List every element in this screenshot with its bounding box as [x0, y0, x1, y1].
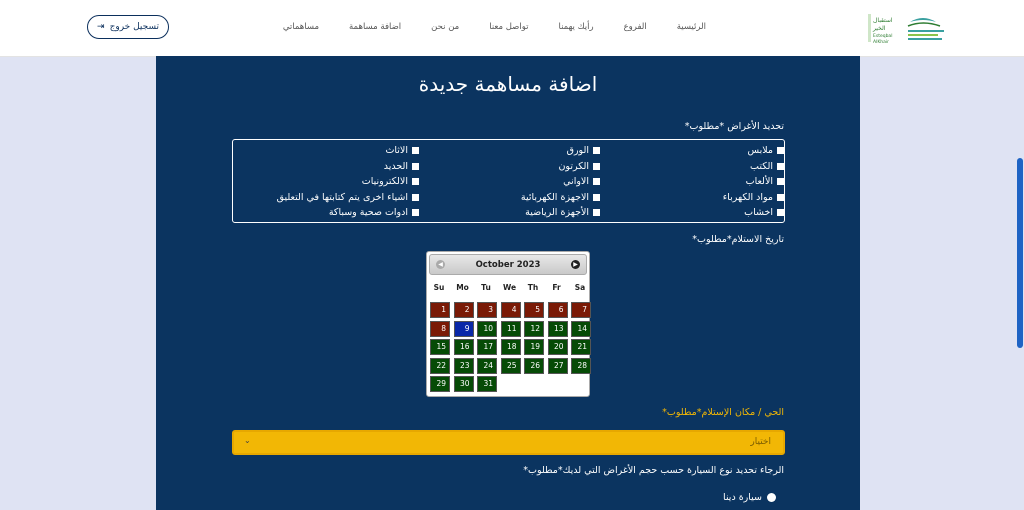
nav-about[interactable]: من نحن	[431, 22, 460, 32]
nav-home[interactable]: الرئيسية	[676, 22, 706, 32]
sign-out-icon: ⇥	[97, 22, 105, 32]
purpose-checkbox[interactable]	[525, 207, 600, 218]
page-title: اضافة مساهمة جديدة	[418, 72, 598, 96]
purpose-checkbox[interactable]	[362, 176, 419, 187]
logo-icon[interactable]	[868, 12, 948, 44]
purpose-checkbox[interactable]	[329, 207, 419, 218]
purpose-checkbox[interactable]	[558, 161, 600, 172]
checkbox-icon[interactable]	[777, 178, 784, 185]
calendar-day[interactable]: 31	[477, 376, 497, 392]
purpose-checkbox[interactable]	[277, 192, 419, 203]
logout-button[interactable]	[87, 15, 169, 39]
purpose-checkbox[interactable]	[747, 145, 784, 156]
calendar-day[interactable]: 10	[477, 321, 497, 337]
calendar-day[interactable]: 6	[548, 302, 568, 318]
date-label: تاريخ الاستلام*مطلوب*	[692, 234, 784, 245]
nav-add-contribution[interactable]: اضافة مساهمة	[349, 22, 402, 32]
calendar-day[interactable]: 5	[524, 302, 544, 318]
calendar-day[interactable]: 13	[548, 321, 568, 337]
purpose-label: ادوات صحية وسباكة	[328, 207, 408, 218]
calendar-day[interactable]: 7	[571, 302, 591, 318]
checkbox-icon[interactable]	[412, 178, 419, 185]
vehicle-option-dyna[interactable]	[723, 492, 776, 503]
vehicle-option-label: سيارة دينا	[723, 492, 762, 503]
calendar-day[interactable]: 17	[477, 339, 497, 355]
nav-contact[interactable]: تواصل معنا	[489, 22, 529, 32]
purpose-label: اخشاب	[744, 207, 773, 218]
purpose-checkbox[interactable]	[567, 145, 600, 156]
radio-icon[interactable]	[767, 493, 776, 502]
checkbox-icon[interactable]	[777, 209, 784, 216]
purpose-label: الكتب	[750, 160, 773, 172]
calendar-day[interactable]: 23	[454, 358, 474, 374]
purpose-checkbox[interactable]	[746, 176, 784, 187]
nav-branches[interactable]: الفروع	[623, 22, 647, 32]
calendar-day[interactable]: 22	[430, 358, 450, 374]
checkbox-icon[interactable]	[593, 194, 600, 201]
checkbox-icon[interactable]	[593, 163, 600, 170]
weekday-label: Tu	[481, 283, 491, 292]
calendar-day[interactable]: 18	[501, 339, 521, 355]
weekday-label: Fr	[552, 283, 561, 292]
checkbox-icon[interactable]	[412, 194, 419, 201]
calendar-day[interactable]: 27	[548, 358, 568, 374]
calendar-day[interactable]: 28	[571, 358, 591, 374]
calendar-day[interactable]: 19	[524, 339, 544, 355]
calendar-day[interactable]: 8	[430, 321, 450, 337]
checkbox-icon[interactable]	[412, 209, 419, 216]
scrollbar[interactable]	[1017, 158, 1023, 348]
calendar-day[interactable]: 25	[501, 358, 521, 374]
top-bar	[0, 0, 1024, 57]
calendar-day[interactable]: 29	[430, 376, 450, 392]
purpose-checkbox[interactable]	[563, 176, 600, 187]
calendar-day[interactable]: 20	[548, 339, 568, 355]
next-month-icon[interactable]: ▶	[571, 260, 580, 269]
purpose-checkbox[interactable]	[723, 192, 784, 203]
calendar-day[interactable]: 21	[571, 339, 591, 355]
prev-month-icon[interactable]: ◀	[436, 260, 445, 269]
weekday-label: Th	[527, 283, 539, 292]
weekday-label: We	[502, 283, 517, 292]
calendar-day[interactable]: 2	[454, 302, 474, 318]
purpose-checkbox[interactable]	[521, 192, 600, 203]
checkbox-icon[interactable]	[777, 194, 784, 201]
purposes-group	[232, 139, 785, 223]
weekday-label: Su	[433, 283, 445, 292]
calendar-day[interactable]: 16	[454, 339, 474, 355]
calendar-day[interactable]: 4	[501, 302, 521, 318]
logout-label: تسجيل خروج	[109, 22, 159, 32]
purpose-checkbox[interactable]	[744, 207, 784, 218]
purpose-label: الألعاب	[745, 176, 773, 187]
weekday-label: Mo	[456, 283, 469, 292]
calendar-day[interactable]: 3	[477, 302, 497, 318]
place-select[interactable]	[232, 430, 785, 455]
chevron-down-icon: ⌄	[244, 436, 251, 445]
purpose-label: الأجهزة الرياضية	[525, 207, 589, 218]
calendar-day[interactable]: 12	[524, 321, 544, 337]
checkbox-icon[interactable]	[593, 209, 600, 216]
purpose-checkbox[interactable]	[384, 161, 419, 172]
weekday-label: Sa	[574, 283, 586, 292]
purposes-label: تحديد الأغراض *مطلوب*	[684, 121, 784, 132]
calendar-day[interactable]: 11	[501, 321, 521, 337]
main-nav	[283, 22, 706, 32]
place-select-value: اختيار	[750, 437, 771, 447]
checkbox-icon[interactable]	[412, 147, 419, 154]
svg-text:Esteqbal: Esteqbal	[873, 34, 893, 39]
calendar-day[interactable]: 9	[454, 321, 474, 337]
purpose-label: اشياء اخرى يتم كتابتها في التعليق	[276, 191, 408, 203]
calendar-day[interactable]: 1	[430, 302, 450, 318]
purpose-label: الكرتون	[558, 160, 589, 172]
purpose-label: مواد الكهرباء	[722, 191, 773, 203]
purpose-label: الورق	[566, 145, 589, 156]
purpose-label: الحديد	[383, 160, 408, 172]
svg-text:AlKhair: AlKhair	[873, 40, 889, 44]
svg-text:استقبال: استقبال	[873, 17, 893, 24]
nav-my-contributions[interactable]: مساهماتي	[282, 22, 319, 32]
purpose-label: الاواني	[563, 176, 589, 187]
checkbox-icon[interactable]	[412, 163, 419, 170]
purpose-label: الاجهزة الكهربائية	[520, 191, 589, 203]
calendar-month: October 2023	[475, 260, 541, 270]
purpose-label: الالكترونيات	[361, 176, 408, 187]
checkbox-icon[interactable]	[593, 147, 600, 154]
calendar-day[interactable]: 30	[454, 376, 474, 392]
calendar-day[interactable]: 15	[430, 339, 450, 355]
calendar-day[interactable]: 24	[477, 358, 497, 374]
vehicle-label: الرجاء تحديد نوع السيارة حسب حجم الأغراض التي لديك*مطلوب*	[523, 465, 784, 476]
nav-feedback[interactable]: رأيك يهمنا	[558, 22, 594, 32]
checkbox-icon[interactable]	[777, 147, 784, 154]
place-label: الحي / مكان الإستلام*مطلوب*	[662, 407, 784, 418]
purpose-label: الاثاث	[385, 145, 408, 156]
purpose-checkbox[interactable]	[385, 145, 419, 156]
checkbox-icon[interactable]	[777, 163, 784, 170]
calendar-day[interactable]: 26	[524, 358, 544, 374]
purpose-checkbox[interactable]	[750, 161, 784, 172]
purpose-label: ملابس	[747, 145, 773, 156]
svg-text:الخير: الخير	[873, 25, 886, 32]
calendar-day[interactable]: 14	[571, 321, 591, 337]
checkbox-icon[interactable]	[593, 178, 600, 185]
calendar-header	[429, 254, 587, 275]
